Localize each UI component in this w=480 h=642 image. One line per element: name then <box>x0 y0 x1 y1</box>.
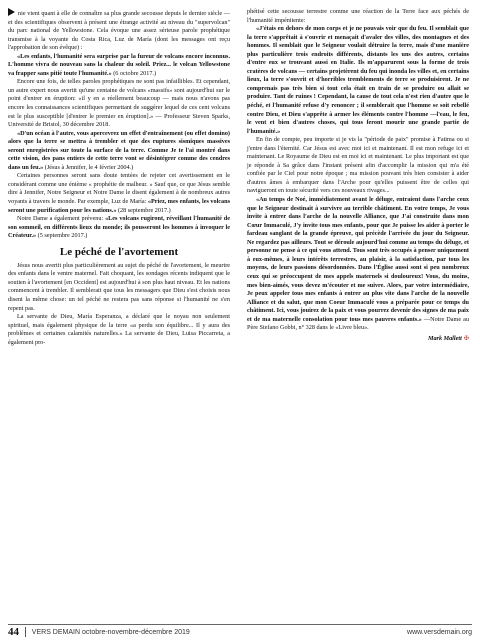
paragraph: nie vient quant à elle de connaître sa plus grande secousse depuis le dernier siècle — et des scientifiques observent à présent une étrange activité au niveau du "supervolcan" du parc national de Yellowstone. Cela évoque une assez sérieuse parole prophétique transmise à la voyante du Costa Rica, Luz de María (dont les messages ont reçu l'approbation de son évêque) : <box>8 10 230 52</box>
prophecy-quote: «D'un océan à l'autre, vous apercevrez un effet d'entraînement (ou effet domino) alors que la terre se mettra à trembler et que des ruptures sismiques massives seront enregistrées sur toute la surface de la terre. Comme Je te l'ai montré dans cette vision, des pans entiers de cette terre vont se désintégrer comme des cendres dans un feu.» (Jésus à Jennifer, le 4 février 2004.) <box>8 129 230 171</box>
footer-divider <box>25 627 26 637</box>
paragraph: Encore une fois, de telles paroles prophétiques ne sont pas infaillibles. Et cependant, un autre expert nous avertit qu'une centaine de volcans «massifs» sont aujourd'hui sur le point d'entrer en éruption: «il y en a réellement beaucoup — mais nous n'avons pas encore les connaissances scientifiques permettant de suggérer lequel de ces cent volcans est le plus susceptible [d'entrer le premier en éruption].» — Professeur Steven Sparks, Université de Bristol, 30 décembre 2018. <box>8 78 230 129</box>
paragraph: Certaines personnes seront sans doute tentées de rejeter cet avertissement en le considérant comme une énième « prophétie de malheur. » Sauf que, ce que Jésus semble dire à Jennifer, Notre Seigneur et Notre Dame le disent également à de nombreux autres voyants à travers le monde. Par exemple, Luz de María: «Priez, mes enfants, les volcans seront une purification pour les nations.» (28 septembre 2017.) <box>8 172 231 214</box>
cross-icon: ✠ <box>463 334 469 342</box>
paragraph: En fin de compte, peu importe si je vis la "période de paix" promise à Fatima ou si j'entre dans l'éternité. Car Jésus est avec moi ici et maintenant. Il est mon refuge ici et maintenant. Le Royaume de Dieu est en moi ici et maintenant. Le plus important est que je réponde à Sa grâce dans l'instant présent afin d'accomplir la mission qui m'a été confiée par le Ciel pour notre époque ; ma mission pouvant très bien consister à aider d'autres âmes à embarquer dans l'Arche pour qu'elles puissent être de celles qui navigueront en toute sécurité vers ces nouveaux rivages... <box>247 136 469 195</box>
author-signature: Mark Mallett ✠ <box>427 334 469 342</box>
prophecy-quote: «Les enfants, l'humanité sera surprise par la fureur de volcans encore inconnus. L'homme vivra de nouveau sans la chaleur du soleil. Priez... le volcan Yellowstone va frapper sans pitié toute l'humanité.» (6 octobre 2017.) <box>8 52 230 77</box>
prophecy-quote: «J'étais en dehors de mon corps et je ne pouvais voir que du feu. Il semblait que la terre s'apprêtait à s'ouvrir et menaçait d'avaler des villes, des montagnes et des hommes. Il semblait que le Seigneur voulait détruire la terre, mais d'une manière plus particulière trois endroits différents, distants les uns des autres, certains d'entre eux se trouvant aussi en Italie. Ils m'apparurent sous la forme de trois cratères de volcans — certains projetèrent du feu qui inonda les villes et, en certains lieux, la terre s'ouvrit et d'horribles tremblements de terre se produisirent. Je ne comprenais pas très bien si tout cela était en train de se produire ou allait se produire. Tant de ruines ! Cependant, la cause de tout cela n'est rien d'autre que le péché, et l'humanité refuse d'y renoncer ; il semblerait que l'homme se soit rebellé contre Dieu, et Dieu s'apprête à armer les éléments contre l'homme —l'eau, le feu, le vent et bien d'autres choses, qui tous feront mourir une grande partie de l'humanité.» <box>247 25 469 135</box>
page-number: 44 <box>8 626 19 638</box>
paragraph: La servante de Dieu, María Esperanza, a déclaré que le noyau non seulement spirituel, mais également physique de la terre «a perdu son équilibre... Il y aura des problèmes et certaines calamités naturelles.» La servante de Dieu, Luisa Piccarreta, a également pro- <box>8 313 230 346</box>
paragraph: phétisé cette secousse terrestre comme une réaction de la Terre face aux péchés de l'humanité impénitente: <box>247 8 469 24</box>
paragraph: Notre Dame a également prévenu: «Les volcans rugiront, réveillant l'humanité de son sommeil, en différents lieux du monde; ils pousseront les hommes à invoquer le Créateur.» (5 septembre 2017.) <box>8 215 230 240</box>
left-column <box>8 8 230 347</box>
website-link[interactable]: www.versdemain.org <box>407 628 472 636</box>
prophecy-quote: «Au temps de Noé, immédiatement avant le déluge, entraient dans l'arche ceux que le Seigneur destinait à survivre au terrible châtiment. En votre temps, Je vous invite à entrer dans l'arche de la nouvelle Alliance, que J'ai construite dans mon Cœur Immaculé, J'y invite tous mes enfants, pour que Je puisse les aider à porter le fardeau sanglant de la grande épreuve, qui précède l'arrivée du jour du Seigneur. Ne regardez pas ailleurs. Tout se déroule aujourd'hui comme au temps du déluge, et personne ne pense à ce qui vous attend. Tous sont très occupés à penser uniquement à eux-mêmes, à leurs intérêts terrestres, au plaisir, à la satisfaction, par tous les moyens, de leurs passions désordonnées. Dans l'Église aussi sont si peu nombreux ceux qui se préoccupent de mes appels maternels si douloureux! Vous, du moins, mes bien-aimés, vous devez m'écouter et me suivre. Alors, par votre intermédiaire, Je peux appeler tous mes enfants à entrer au plus vite dans l'arche de la nouvelle Alliance et du salut, que mon Coeur Immaculé vous a préparée pour ce temps du châtiment. Ici, vous jouirez de la paix et vous pourrez devenir des signes de ma paix et de ma maternelle consolation pour tous mes pauvres enfants.» —Notre Dame au Père Stefano Gobbi, n° 328 dans le «Livre bleu». <box>247 196 470 332</box>
issue-date: octobre-novembre-décembre 2019 <box>81 628 190 636</box>
page-footer <box>8 624 472 639</box>
paragraph: Jésus nous avertit plus particulièrement au sujet du péché de l'avortement, le meurtre des enfants dans le ventre maternel. Fait choquant, les sondages récents indiquent que le soutien à l'avortement [en Occident] est aujourd'hui à son plus haut niveau. Et les nations commencent à trembler. Il semblerait que tous les messagers que Dieu s'est choisis nous disent la même chose: un tel péché ne restera pas sans réponse si l'humanité ne s'en repent pas. <box>8 261 230 312</box>
section-heading: Le péché de l'avortement <box>59 245 179 258</box>
continuation-arrow-icon <box>8 8 15 16</box>
right-column <box>247 8 469 343</box>
magazine-name: VERS DEMAIN <box>31 628 81 636</box>
